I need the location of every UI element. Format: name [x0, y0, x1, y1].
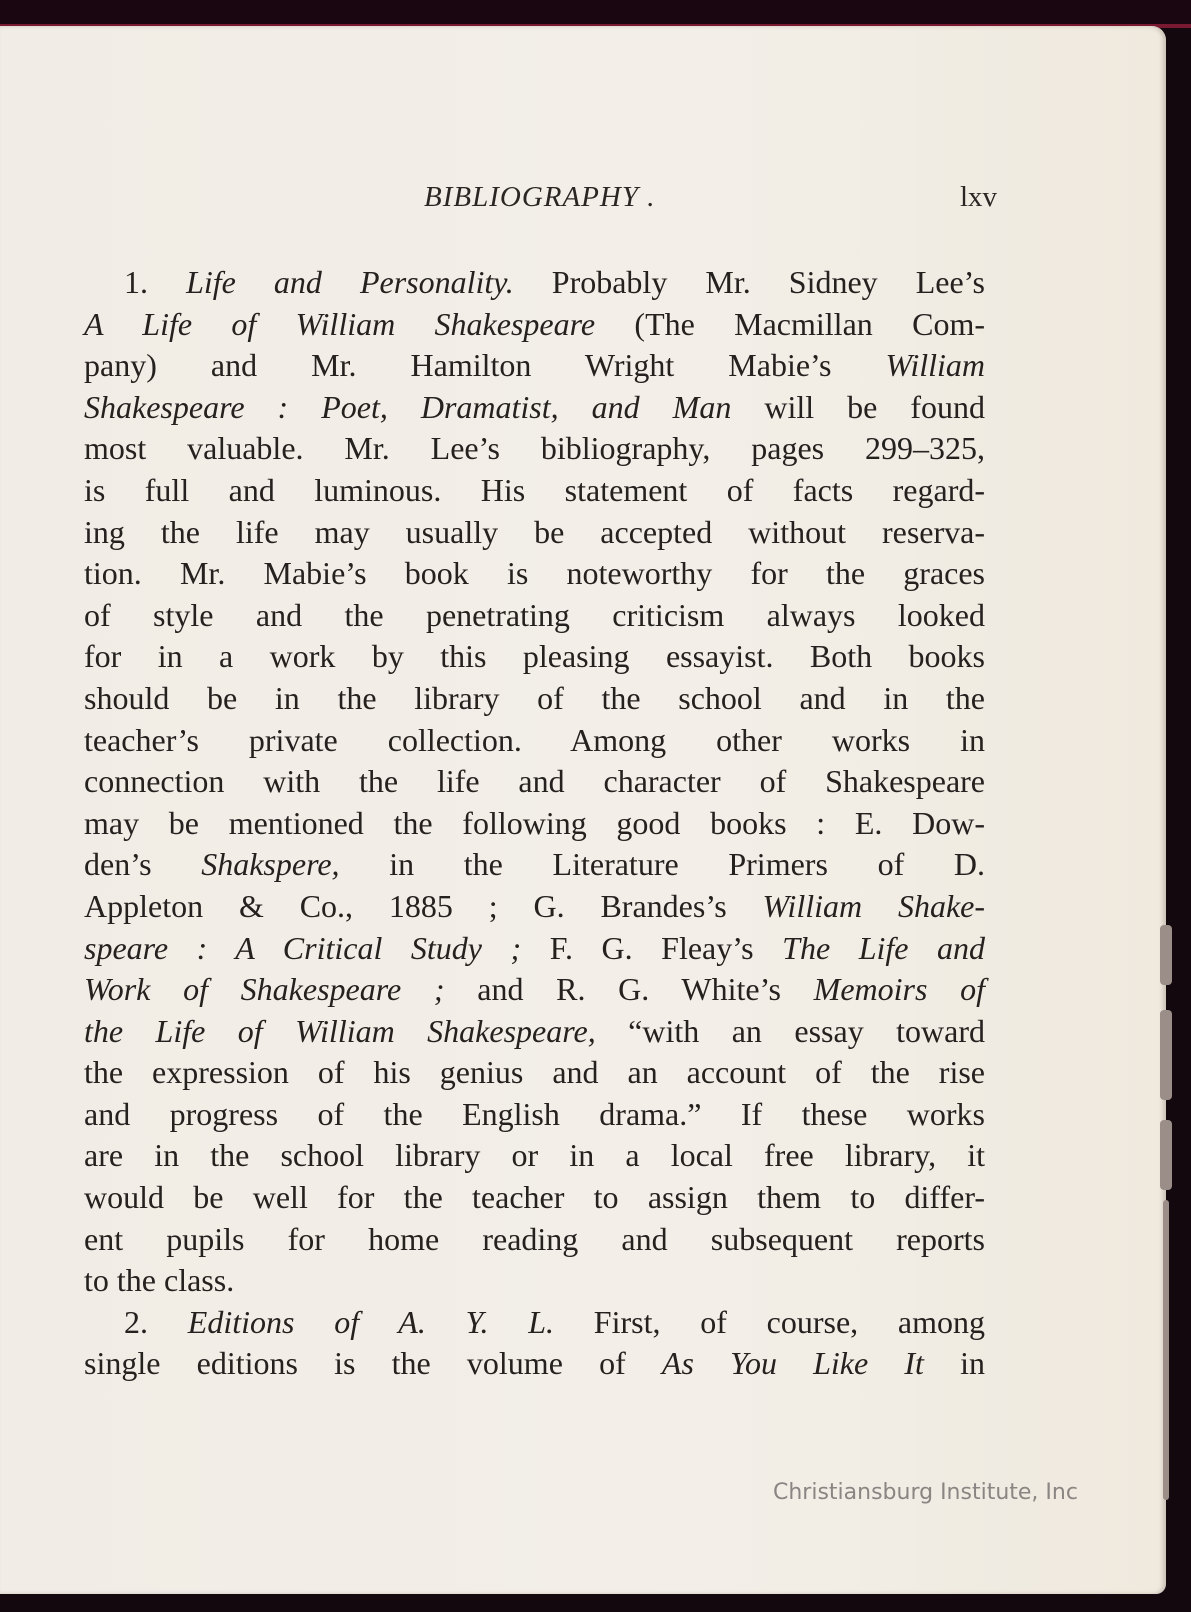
italic-title-text: William Shake-	[762, 887, 986, 924]
text-line	[84, 844, 985, 886]
text-line	[84, 512, 985, 554]
italic-title-text: the Life of William Shakespeare,	[84, 1012, 596, 1049]
text-segment: den’s	[84, 846, 202, 883]
text-line	[84, 470, 985, 512]
watermark: Christiansburg Institute, Inc	[773, 1480, 1078, 1505]
italic-title-text: William	[885, 347, 985, 384]
text-line	[84, 262, 985, 304]
text-segment: 1.	[124, 264, 187, 300]
text-segment: may be mentioned the following good books : E. Dow-	[84, 804, 985, 841]
text-line	[84, 387, 985, 429]
text-segment: and R. G. White’s	[444, 971, 814, 1008]
text-line	[84, 761, 985, 803]
text-line	[84, 1219, 985, 1261]
italic-title-text: Work of Shakespeare ;	[84, 971, 445, 1008]
text-line	[84, 304, 985, 346]
text-segment: in the Literature Primers of D.	[339, 846, 986, 883]
text-line	[84, 928, 985, 970]
text-line	[84, 1094, 985, 1136]
page-edge	[1160, 1120, 1172, 1190]
italic-title-text: Editions of A. Y. L.	[187, 1303, 555, 1340]
text-line	[84, 969, 985, 1011]
text-line	[84, 1052, 985, 1094]
text-segment: and progress of the English drama.” If these works	[84, 1095, 985, 1132]
text-line	[84, 1302, 985, 1344]
text-segment: teacher’s private collection. Among other works in	[84, 721, 985, 758]
text-line	[84, 678, 985, 720]
text-segment: of style and the penetrating criticism always looked	[84, 596, 985, 633]
text-line	[84, 636, 985, 678]
italic-title-text: speare : A Critical Study ;	[84, 929, 522, 966]
text-line	[84, 720, 985, 762]
text-line	[84, 428, 985, 470]
italic-title-text: Shakespeare : Poet, Dramatist, and Man	[84, 388, 732, 425]
text-line	[84, 1177, 985, 1219]
text-segment: ent pupils for home reading and subsequent reports	[84, 1220, 985, 1257]
italic-title-text: A Life of William Shakespeare	[84, 305, 596, 342]
text-segment: tion. Mr. Mabie’s book is noteworthy for the graces	[84, 555, 985, 592]
text-segment: (The Macmillan Com-	[595, 305, 986, 342]
text-segment: ing the life may usually be accepted without reserva-	[84, 513, 985, 550]
text-segment: will be found	[731, 388, 986, 425]
italic-title-text: Life and Personality.	[186, 264, 514, 300]
text-segment: First, of course, among	[554, 1303, 986, 1340]
text-segment: “with an essay toward	[595, 1012, 986, 1049]
page-edge	[1160, 925, 1172, 985]
text-segment: the expression of his genius and an account of the rise	[84, 1054, 985, 1091]
text-segment: connection with the life and character of Shakespeare	[84, 763, 985, 800]
text-line	[84, 1011, 985, 1053]
text-line	[84, 1343, 985, 1385]
italic-title-text: Memoirs of	[813, 971, 986, 1008]
running-header	[0, 181, 1166, 221]
text-segment: are in the school library or in a local free library, it	[84, 1137, 985, 1174]
text-segment: in	[923, 1345, 986, 1382]
text-segment: to the class.	[84, 1262, 235, 1299]
text-line	[84, 803, 985, 845]
text-segment: F. G. Fleay’s	[521, 929, 783, 966]
text-segment: for in a work by this pleasing essayist. Both books	[84, 638, 985, 675]
text-segment: would be well for the teacher to assign them to differ-	[84, 1179, 985, 1216]
text-line	[84, 345, 985, 387]
page-edge	[1160, 1010, 1172, 1100]
text-segment: pany) and Mr. Hamilton Wright Mabie’s	[84, 347, 886, 384]
text-segment: Probably Mr. Sidney Lee’s	[513, 264, 986, 300]
text-segment: single editions is the volume of	[84, 1345, 662, 1382]
text-segment: 2.	[124, 1303, 188, 1340]
page-edge	[1163, 1200, 1169, 1500]
text-line	[84, 1260, 985, 1302]
italic-title-text: As You Like It	[661, 1345, 924, 1382]
book-page	[0, 26, 1166, 1594]
text-line	[84, 553, 985, 595]
text-line	[84, 1135, 985, 1177]
text-segment: is full and luminous. His statement of facts regard-	[84, 471, 985, 508]
text-line	[84, 886, 985, 928]
italic-title-text: The Life and	[782, 929, 986, 966]
text-segment: should be in the library of the school and in the	[84, 679, 985, 716]
running-header-title: BIBLIOGRAPHY .	[424, 181, 656, 213]
text-segment: most valuable. Mr. Lee’s bibliography, pages 299–325,	[84, 430, 985, 467]
page-number: lxv	[960, 181, 998, 213]
body-text	[84, 262, 985, 1385]
book-binding-top	[0, 0, 1191, 28]
text-segment: Appleton & Co., 1885 ; G. Brandes’s	[84, 887, 763, 924]
text-line	[84, 595, 985, 637]
italic-title-text: Shakspere,	[201, 846, 340, 883]
